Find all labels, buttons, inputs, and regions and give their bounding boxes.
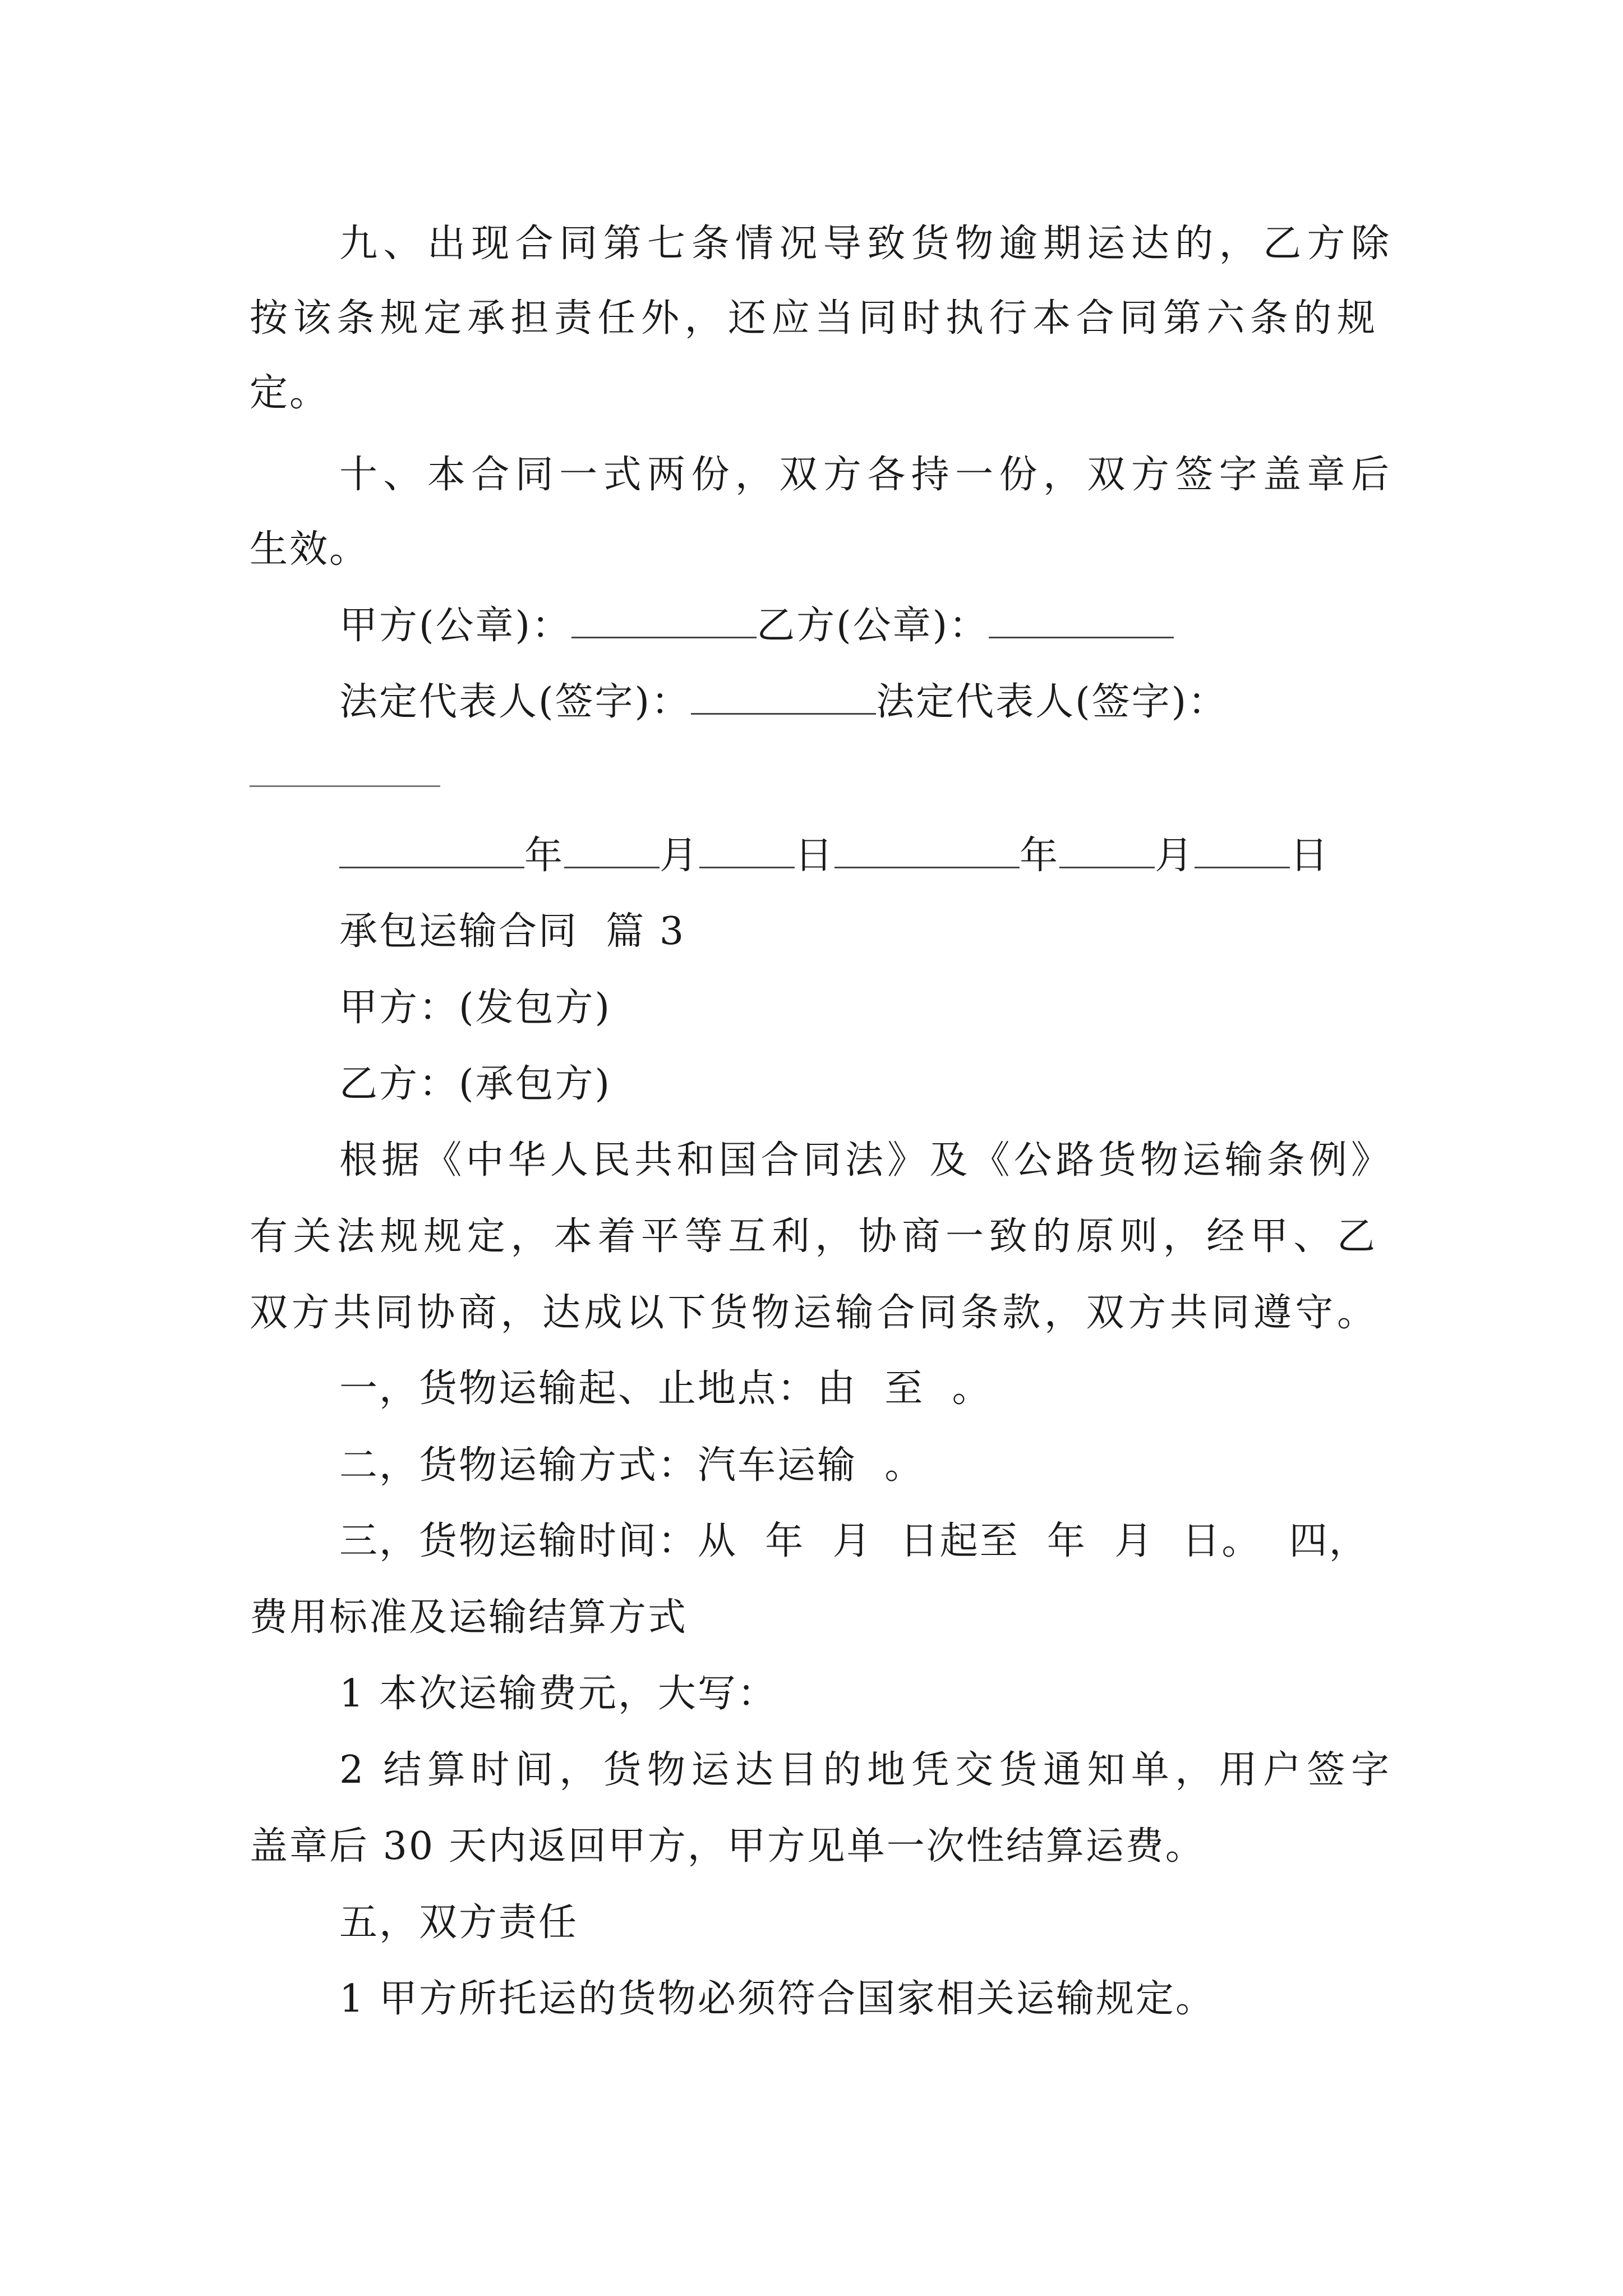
preamble-line-2: 有关法规规定，本着平等互利，协商一致的原则，经甲、乙 xyxy=(250,1214,1377,1259)
day-blank-b xyxy=(1195,833,1290,868)
party-b-line: 乙方：(承包方) xyxy=(339,1062,612,1106)
fee-item-1: 1 本次运输费元，大写： xyxy=(339,1672,777,1716)
clause-9-line-3: 定。 xyxy=(250,371,330,415)
preamble-line-3: 双方共同协商，达成以下货物运输合同条款，双方共同遵守。 xyxy=(250,1291,1377,1335)
section-5-item-1: 1 甲方所托运的货物必须符合国家相关运输规定。 xyxy=(339,1977,1215,2021)
year-label-b: 年 xyxy=(1020,834,1060,878)
section-5-heading: 五，双方责任 xyxy=(339,1901,579,1945)
day-blank-a xyxy=(699,833,795,868)
clause-9-line-1: 九、出现合同第七条情况导致货物逾期运达的，乙方除 xyxy=(339,222,1391,266)
fee-item-2-line-1: 2 结算时间，货物运达目的地凭交货通知单，用户签字 xyxy=(339,1748,1391,1792)
month-label-a: 月 xyxy=(660,834,700,878)
party-a-seal-label: 甲方(公章)： xyxy=(339,604,572,648)
party-a-representative-label: 法定代表人(签字)： xyxy=(339,680,691,724)
party-b-seal-label: 乙方(公章)： xyxy=(757,604,989,648)
clause-3-line-2: 费用标准及运输结算方式 xyxy=(250,1595,688,1640)
party-a-line: 甲方：(发包方) xyxy=(339,986,612,1030)
month-blank-a xyxy=(564,833,660,868)
month-label-b: 月 xyxy=(1155,834,1195,878)
fee-item-2-line-2: 盖章后 30 天内返回甲方，甲方见单一次性结算运费。 xyxy=(250,1824,1205,1869)
party-b-representative-blank xyxy=(250,785,440,787)
clause-10-line-2: 生效。 xyxy=(250,527,370,572)
year-blank-b xyxy=(834,833,1020,868)
party-a-representative-blank xyxy=(691,679,876,715)
clause-1: 一，货物运输起、止地点：由 至 。 xyxy=(339,1366,992,1411)
day-label-a: 日 xyxy=(795,834,835,878)
party-b-seal-blank xyxy=(989,603,1174,638)
party-b-representative-label: 法定代表人(签字)： xyxy=(876,680,1228,724)
date-row xyxy=(339,833,1394,878)
clause-2: 二，货物运输方式：汽车运输 。 xyxy=(339,1443,925,1488)
clause-9-line-2: 按该条规定承担责任外，还应当同时执行本合同第六条的规 xyxy=(250,296,1377,341)
preamble-line-1: 根据《中华人民共和国合同法》及《公路货物运输条例》 xyxy=(339,1138,1391,1182)
clause-3-line-1: 三，货物运输时间：从 年 月 日起至 年 月 日。 四， xyxy=(339,1519,1369,1563)
representative-signature-row xyxy=(339,679,1394,725)
year-blank-a xyxy=(339,833,524,868)
month-blank-b xyxy=(1059,833,1155,868)
seal-signature-row xyxy=(339,603,1394,648)
clause-10-line-1: 十、本合同一式两份，双方各持一份，双方签字盖章后 xyxy=(339,453,1391,497)
day-label-b: 日 xyxy=(1290,834,1330,878)
party-a-seal-blank xyxy=(571,603,757,638)
year-label-a: 年 xyxy=(524,834,565,878)
section-heading: 承包运输合同 篇 3 xyxy=(339,909,686,954)
